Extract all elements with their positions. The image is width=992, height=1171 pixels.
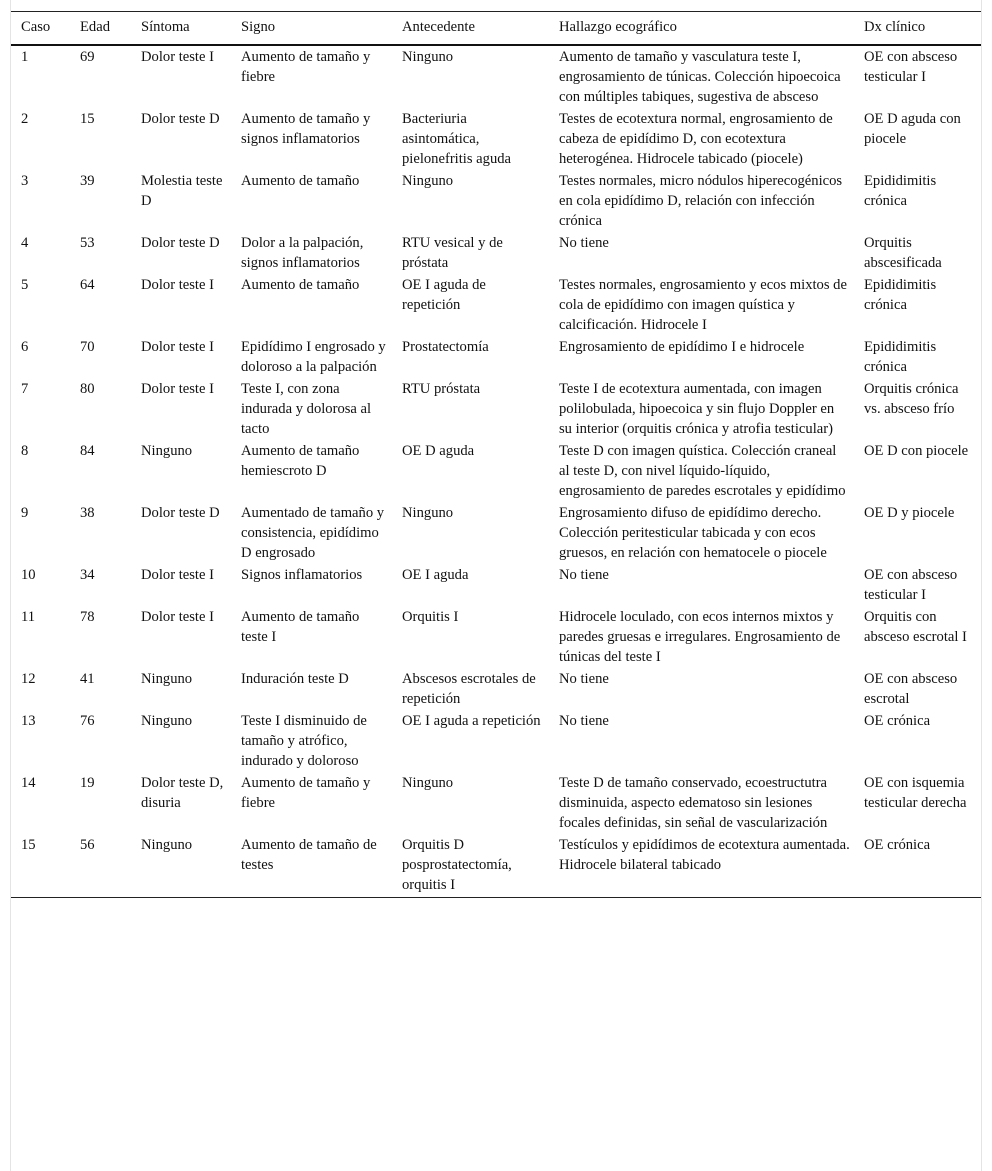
cell-edad: 64 [80, 277, 95, 293]
cell-edad: 19 [80, 775, 95, 791]
header-signo: Signo [231, 12, 392, 46]
cell-hallazgo: No tiene [559, 713, 609, 729]
cell-sintoma: Dolor teste D [141, 235, 220, 251]
cell-sintoma: Dolor teste I [141, 277, 214, 293]
cell-edad: 76 [80, 713, 95, 729]
cell-dx: OE con absceso testicular I [864, 49, 958, 85]
cell-sintoma: Dolor teste D [141, 505, 220, 521]
cell-sintoma: Dolor teste I [141, 339, 214, 355]
cell-sintoma: Dolor teste D, disuria [141, 775, 224, 811]
cell-sintoma: Dolor teste I [141, 567, 214, 583]
header-row [11, 12, 981, 46]
cell-sintoma: Dolor teste D [141, 111, 220, 127]
cell-hallazgo: Teste D con imagen quística. Colección craneal al teste D, con nivel líquido-líquido, engrosamiento de paredes escrotales y epidídimo [559, 443, 846, 499]
cell-dx: Epididimitis crónica [864, 173, 937, 209]
cell-dx: OE con absceso escrotal [864, 671, 958, 707]
cell-hallazgo: No tiene [559, 567, 609, 583]
cell-edad: 53 [80, 235, 95, 251]
cell-edad: 41 [80, 671, 95, 687]
cell-hallazgo: Engrosamiento difuso de epidídimo derecho. Colección peritesticular tabicada y con ecos gruesos, en relación con hematocele o piocele [559, 505, 827, 561]
cell-caso: 9 [21, 505, 29, 521]
cell-edad: 70 [80, 339, 95, 355]
cell-sintoma: Dolor teste I [141, 381, 214, 397]
table-row [11, 170, 981, 232]
table-row [11, 274, 981, 336]
cell-edad: 80 [80, 381, 95, 397]
table-row [11, 502, 981, 564]
cell-edad: 84 [80, 443, 95, 459]
cell-antecedente: OE I aguda a repetición [402, 713, 541, 729]
cell-dx: OE crónica [854, 834, 981, 898]
cell-signo: Aumento de tamaño [241, 277, 360, 293]
header-antecedente: Antecedente [392, 12, 549, 46]
cell-dx: OE D y piocele [864, 505, 955, 521]
table-row [11, 232, 981, 274]
cell-antecedente: Orquitis I [402, 609, 459, 625]
cell-dx: OE crónica [864, 713, 931, 729]
cell-signo: Dolor a la palpación, signos inflamatorios [241, 235, 364, 271]
cell-edad: 34 [80, 567, 95, 583]
cell-caso: 5 [21, 277, 29, 293]
cell-sintoma: Ninguno [141, 671, 193, 687]
cell-signo: Aumento de tamaño [241, 173, 360, 189]
cell-hallazgo: Testes de ecotextura normal, engrosamiento de cabeza de epidídimo D, con ecotextura heterogénea. Hidrocele tabicado (piocele) [559, 111, 833, 167]
header-caso: Caso [11, 12, 70, 46]
cell-signo: Aumento de tamaño teste I [241, 609, 360, 645]
table-row [11, 772, 981, 834]
cell-antecedente: Orquitis D posprostatectomía, orquitis I [392, 834, 549, 898]
cell-dx: Orquitis con absceso escrotal I [864, 609, 967, 645]
table-row [11, 834, 981, 898]
cell-antecedente: Ninguno [402, 775, 454, 791]
cell-sintoma: Dolor teste I [141, 49, 214, 65]
cell-sintoma: Ninguno [131, 834, 231, 898]
cell-dx: Epididimitis crónica [864, 277, 937, 313]
cell-caso: 8 [21, 443, 29, 459]
header-edad: Edad [70, 12, 131, 46]
cell-sintoma: Ninguno [141, 713, 193, 729]
cell-sintoma: Ninguno [141, 443, 193, 459]
cell-edad: 56 [70, 834, 131, 898]
cell-antecedente: Abscesos escrotales de repetición [402, 671, 536, 707]
cell-antecedente: Prostatectomía [402, 339, 489, 355]
cell-caso: 6 [21, 339, 29, 355]
cell-antecedente: RTU próstata [402, 381, 481, 397]
cell-signo: Epidídimo I engrosado y doloroso a la palpación [241, 339, 386, 375]
cell-hallazgo: Hidrocele loculado, con ecos internos mixtos y paredes gruesas e irregulares. Engrosamiento de túnicas del teste I [559, 609, 841, 665]
cell-signo: Signos inflamatorios [241, 567, 363, 583]
cell-dx: OE con isquemia testicular derecha [864, 775, 967, 811]
cell-signo: Aumento de tamaño y fiebre [241, 775, 371, 811]
cell-hallazgo: No tiene [559, 235, 609, 251]
cell-signo: Teste I disminuido de tamaño y atrófico, indurado y doloroso [241, 713, 367, 769]
cell-caso: 3 [21, 173, 29, 189]
cell-antecedente: OE I aguda de repetición [402, 277, 486, 313]
table-row [11, 108, 981, 170]
table-row [11, 606, 981, 668]
cell-edad: 39 [80, 173, 95, 189]
cell-caso: 11 [21, 609, 36, 625]
cell-edad: 69 [80, 49, 95, 65]
table-row [11, 440, 981, 502]
cell-signo: Induración teste D [241, 671, 349, 687]
cell-antecedente: RTU vesical y de próstata [402, 235, 503, 271]
cell-antecedente: OE D aguda [402, 443, 475, 459]
cell-caso: 2 [21, 111, 29, 127]
cell-edad: 15 [80, 111, 95, 127]
cell-dx: Epididimitis crónica [864, 339, 937, 375]
cell-antecedente: OE I aguda [402, 567, 469, 583]
table-row [11, 45, 981, 108]
cell-caso: 4 [21, 235, 29, 251]
cell-antecedente: Ninguno [402, 49, 454, 65]
cell-hallazgo: Testes normales, micro nódulos hiperecogénicos en cola epidídimo D, relación con infección crónica [559, 173, 843, 229]
cell-dx: OE D aguda con piocele [864, 111, 961, 147]
header-hallazgo: Hallazgo ecográfico [549, 12, 854, 46]
cell-caso: 13 [21, 713, 36, 729]
cell-hallazgo: No tiene [559, 671, 609, 687]
cell-caso: 7 [21, 381, 29, 397]
cell-dx: Orquitis crónica vs. absceso frío [864, 381, 959, 417]
table-row [11, 710, 981, 772]
cell-hallazgo: Testículos y epidídimos de ecotextura aumentada. Hidrocele bilateral tabicado [549, 834, 854, 898]
table-row [11, 564, 981, 606]
cell-hallazgo: Teste D de tamaño conservado, ecoestructutra disminuida, aspecto edematoso sin lesiones focales definidas, sin señal de vascularización [559, 775, 828, 831]
cell-hallazgo: Teste I de ecotextura aumentada, con imagen polilobulada, hipoecoica y sin flujo Doppler en su interior (orquitis crónica y atrofia testicular) [559, 381, 835, 437]
table-row [11, 378, 981, 440]
cell-signo: Teste I, con zona indurada y dolorosa al tacto [241, 381, 372, 437]
table-row [11, 336, 981, 378]
table-body [11, 45, 981, 898]
cell-antecedente: Ninguno [402, 173, 454, 189]
cell-caso: 15 [11, 834, 70, 898]
cell-signo: Aumento de tamaño de testes [231, 834, 392, 898]
cell-caso: 10 [21, 567, 36, 583]
cell-sintoma: Dolor teste I [141, 609, 214, 625]
cell-dx: OE con absceso testicular I [864, 567, 958, 603]
cell-signo: Aumento de tamaño y fiebre [241, 49, 371, 85]
cell-signo: Aumentado de tamaño y consistencia, epidídimo D engrosado [241, 505, 385, 561]
cell-edad: 38 [80, 505, 95, 521]
cell-dx: OE D con piocele [864, 443, 969, 459]
cell-hallazgo: Aumento de tamaño y vasculatura teste I, engrosamiento de túnicas. Colección hipoecoica con múltiples tabiques, sugestiva de absceso [559, 49, 841, 105]
cell-antecedente: Bacteriuria asintomática, pielonefritis aguda [402, 111, 512, 167]
cell-hallazgo: Engrosamiento de epidídimo I e hidrocele [559, 339, 805, 355]
cell-dx: Orquitis abscesificada [864, 235, 942, 271]
cell-caso: 12 [21, 671, 36, 687]
table-header [11, 12, 981, 46]
cell-hallazgo: Testes normales, engrosamiento y ecos mixtos de cola de epidídimo con imagen quística y calcificación. Hidrocele I [559, 277, 847, 333]
cell-antecedente: Ninguno [402, 505, 454, 521]
cell-signo: Aumento de tamaño hemiescroto D [241, 443, 360, 479]
header-sintoma: Síntoma [131, 12, 231, 46]
header-dx: Dx clínico [854, 12, 981, 46]
cell-signo: Aumento de tamaño y signos inflamatorios [241, 111, 371, 147]
cell-caso: 14 [21, 775, 36, 791]
clinical-cases-table [11, 11, 981, 898]
cell-sintoma: Molestia teste D [141, 173, 223, 209]
cell-caso: 1 [21, 49, 29, 65]
cell-edad: 78 [80, 609, 95, 625]
table-row [11, 668, 981, 710]
